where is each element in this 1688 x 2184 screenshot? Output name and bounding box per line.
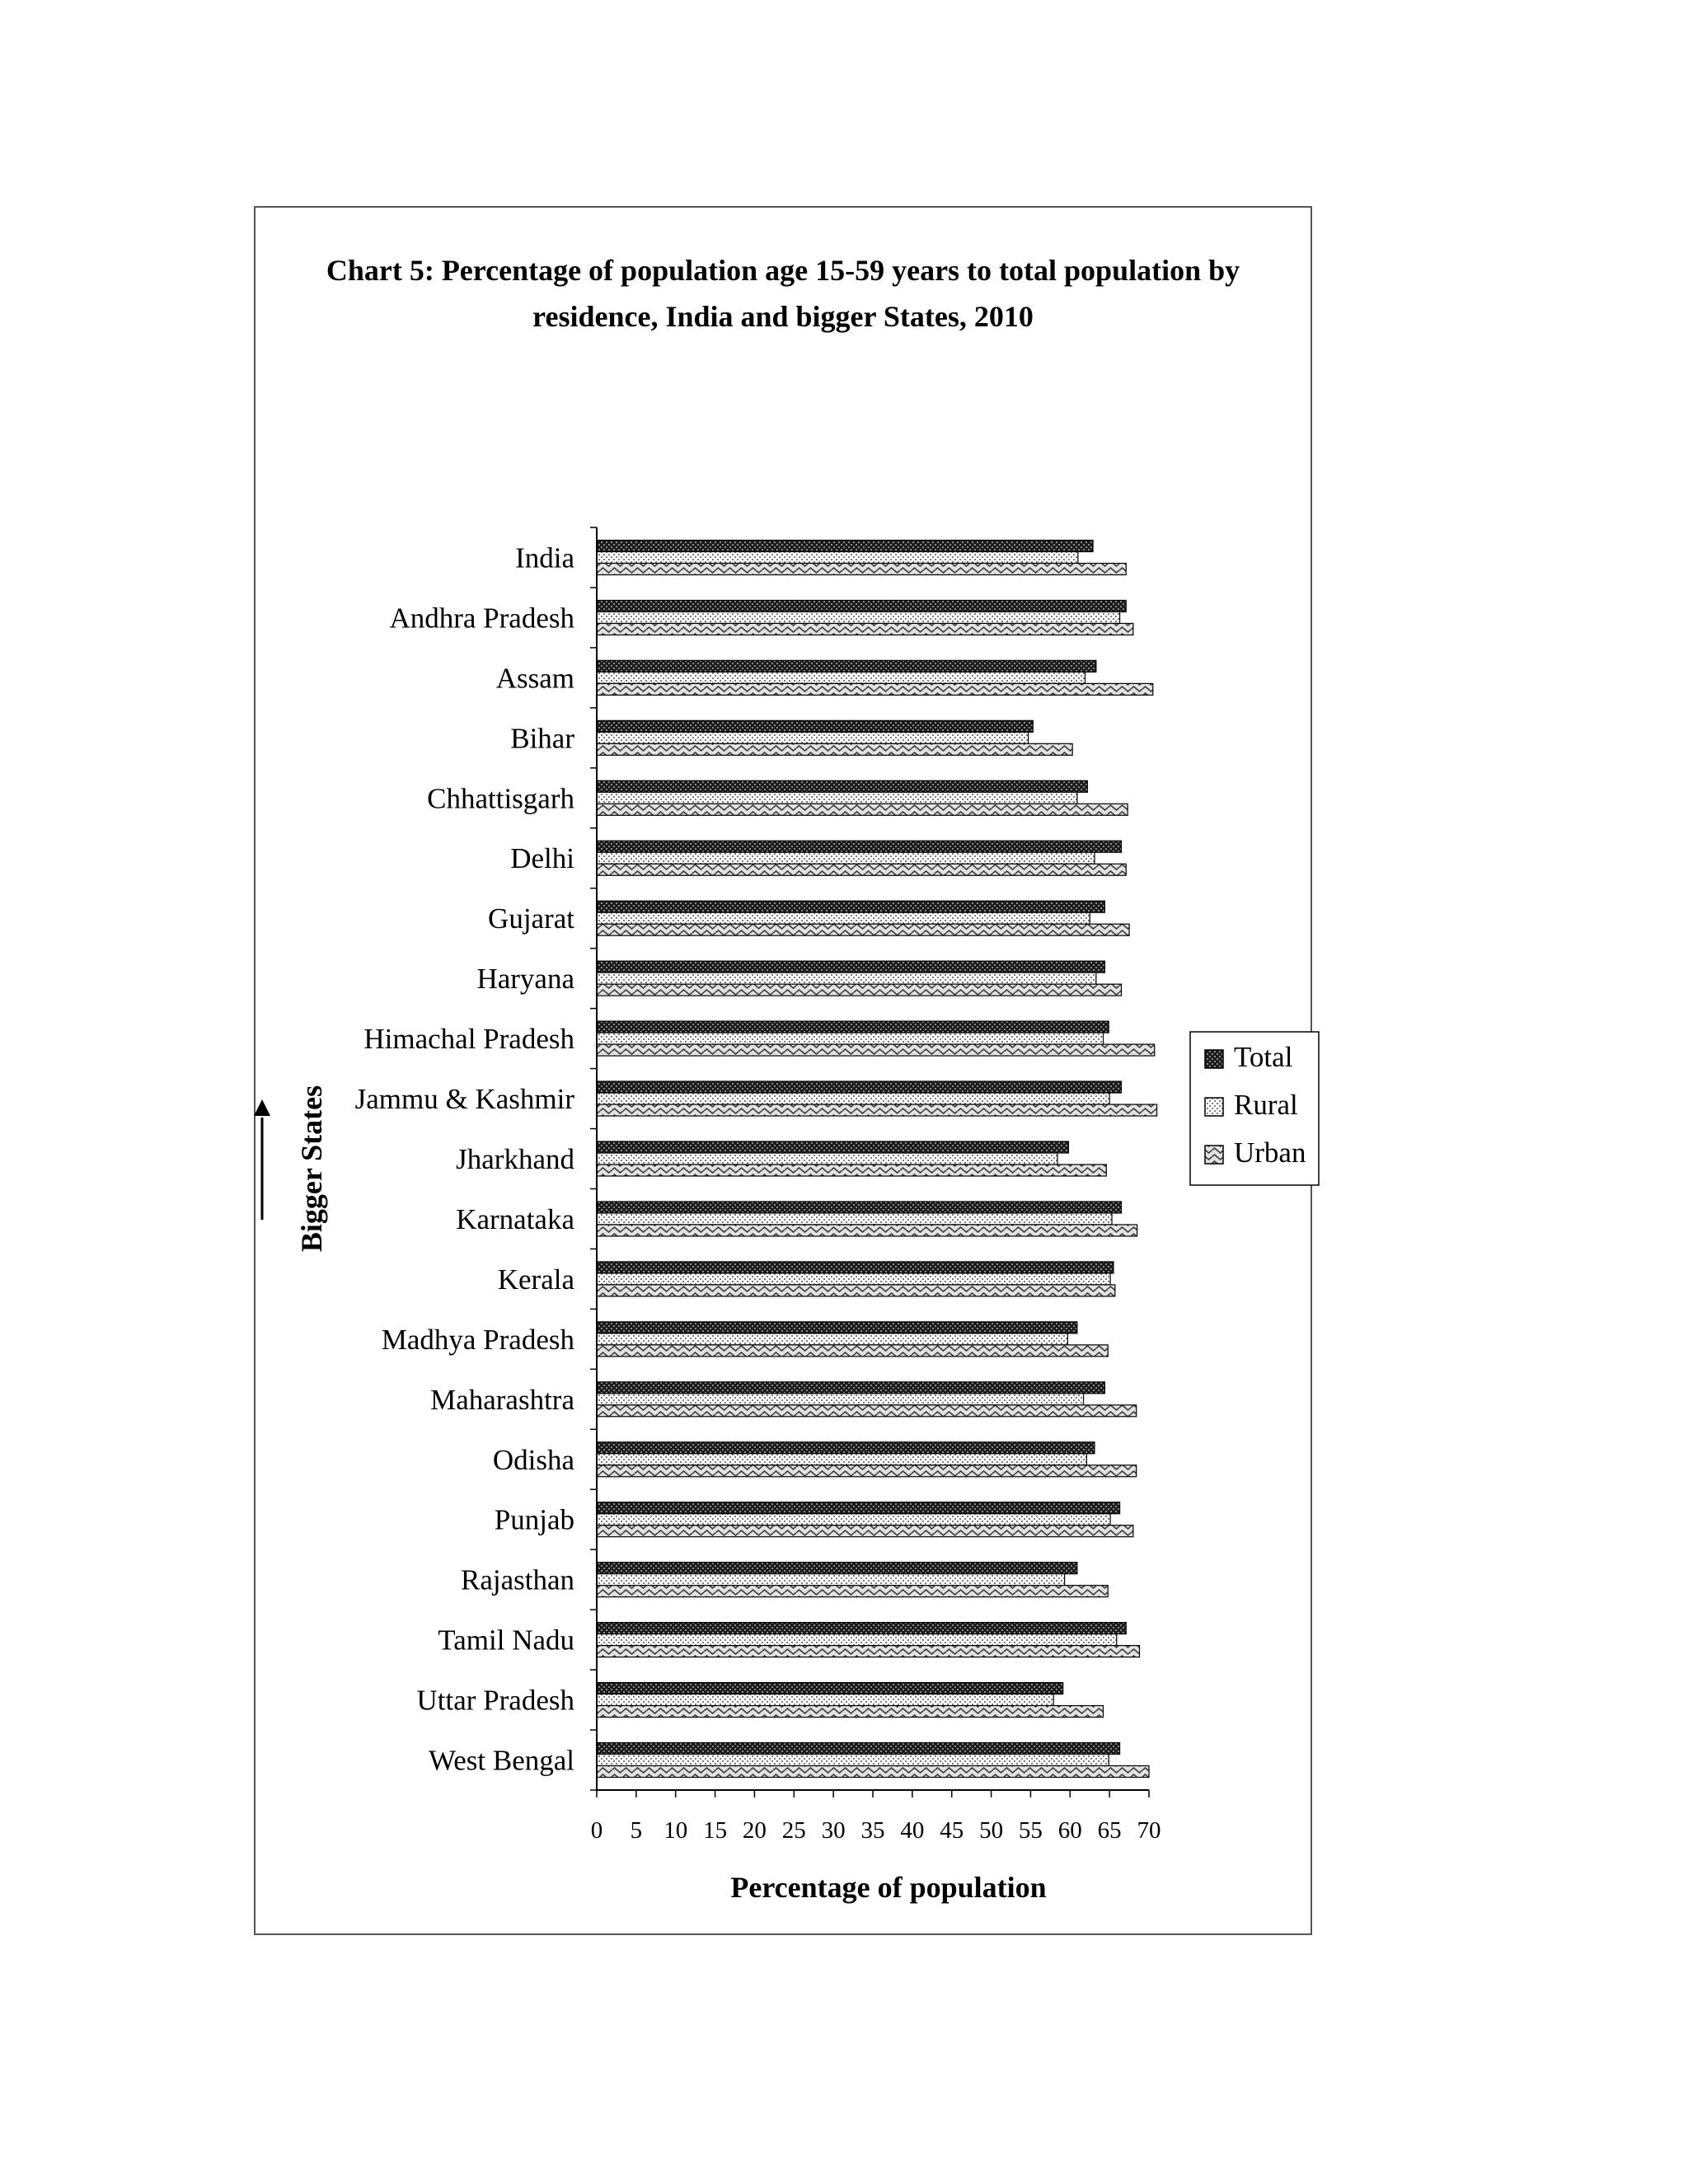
bar-urban-odisha [597,1465,1137,1477]
x-tick-label: 70 [1137,1817,1161,1844]
bar-rural-west-bengal [597,1755,1109,1766]
bar-total-jammu-kashmir [597,1081,1122,1093]
bar-urban-tamil-nadu [597,1646,1140,1657]
legend-label-urban: Urban [1234,1137,1306,1169]
bar-total-himachal-pradesh [597,1021,1109,1033]
bar-total-odisha [597,1442,1095,1454]
category-label-assam: Assam [495,662,574,695]
x-tick-label: 55 [1018,1817,1043,1844]
bar-urban-bihar [597,743,1072,755]
x-tick-label: 40 [900,1817,925,1844]
bar-total-tamil-nadu [597,1623,1126,1634]
x-tick-label: 35 [860,1817,885,1844]
legend [1190,1032,1319,1185]
bars-layer [597,540,1157,1777]
bar-urban-delhi [597,864,1126,875]
bar-total-assam [597,660,1096,672]
bar-total-bihar [597,720,1033,732]
category-label-west-bengal: West Bengal [429,1744,574,1777]
category-label-rajasthan: Rajasthan [460,1563,574,1596]
bar-urban-kerala [597,1285,1115,1296]
x-axis-title: Percentage of population [730,1871,1047,1904]
bar-rural-bihar [597,732,1029,743]
x-tick-label: 25 [781,1817,806,1844]
bar-rural-maharashtra [597,1394,1084,1405]
bar-urban-andhra-pradesh [597,623,1133,635]
bar-total-maharashtra [597,1382,1104,1394]
bar-total-karnataka [597,1202,1122,1213]
bar-rural-rajasthan [597,1574,1065,1586]
bar-rural-jharkhand [597,1153,1057,1165]
bar-urban-west-bengal [597,1766,1149,1778]
bar-total-uttar-pradesh [597,1683,1063,1694]
bar-urban-gujarat [597,924,1129,935]
chart-title: Chart 5: Percentage of population age 15-59 years to total population by residence, India and bigger States, 2010 [326,254,1240,333]
bar-total-haryana [597,961,1104,972]
x-tick-label: 60 [1057,1817,1082,1844]
bar-rural-tamil-nadu [597,1634,1117,1646]
bar-rural-andhra-pradesh [597,612,1120,623]
bar-rural-uttar-pradesh [597,1694,1053,1706]
x-tick-label: 20 [742,1817,767,1844]
x-tick-label: 50 [979,1817,1004,1844]
y-axis-arrow-head-icon [254,1099,270,1116]
category-label-odisha: Odisha [492,1443,574,1476]
bar-total-west-bengal [597,1743,1120,1755]
bar-rural-haryana [597,972,1096,984]
category-label-maharashtra: Maharashtra [430,1383,574,1416]
bar-urban-maharashtra [597,1405,1137,1417]
x-tick-label: 5 [630,1817,643,1844]
bar-urban-india [597,563,1126,574]
bar-urban-rajasthan [597,1586,1108,1597]
category-label-chhattisgarh: Chhattisgarh [427,782,574,815]
category-labels [355,541,575,1776]
bar-rural-chhattisgarh [597,792,1077,804]
bar-urban-jharkhand [597,1165,1106,1176]
bar-total-andhra-pradesh [597,600,1126,612]
category-label-gujarat: Gujarat [488,902,574,935]
bar-rural-delhi [597,852,1095,864]
bar-urban-punjab [597,1526,1133,1537]
legend-swatch-rural [1205,1098,1223,1116]
bar-rural-karnataka [597,1213,1112,1225]
bar-rural-punjab [597,1514,1110,1526]
bar-total-chhattisgarh [597,780,1087,792]
category-label-andhra-pradesh: Andhra Pradesh [389,602,574,635]
category-label-jammu-kashmir: Jammu & Kashmir [354,1083,574,1116]
category-label-kerala: Kerala [497,1263,574,1296]
bar-urban-chhattisgarh [597,804,1128,815]
legend-label-rural: Rural [1234,1089,1298,1121]
bar-urban-himachal-pradesh [597,1044,1155,1056]
legend-swatch-total [1205,1050,1223,1068]
bar-rural-himachal-pradesh [597,1033,1103,1044]
bar-rural-india [597,551,1078,563]
x-tick-label: 65 [1097,1817,1122,1844]
y-axis-title: Bigger States [295,1085,328,1253]
bar-total-kerala [597,1262,1114,1273]
category-label-india: India [515,541,574,574]
bar-total-rajasthan [597,1563,1077,1574]
bar-urban-madhya-pradesh [597,1345,1108,1357]
bar-urban-karnataka [597,1225,1137,1236]
x-tick-label: 30 [821,1817,846,1844]
bar-urban-jammu-kashmir [597,1104,1157,1116]
x-axis-ticks [591,1790,1161,1844]
bar-rural-assam [597,672,1085,683]
category-label-uttar-pradesh: Uttar Pradesh [416,1684,574,1717]
category-label-bihar: Bihar [510,722,574,755]
bar-total-punjab [597,1502,1120,1514]
x-tick-label: 15 [703,1817,728,1844]
legend-swatch-urban [1205,1146,1223,1164]
bar-urban-haryana [597,984,1122,996]
bar-total-jharkhand [597,1141,1068,1153]
bar-total-delhi [597,841,1122,852]
x-tick-label: 0 [590,1817,603,1844]
bar-total-india [597,540,1093,551]
x-tick-label: 45 [940,1817,964,1844]
bar-rural-odisha [597,1454,1086,1465]
legend-label-total: Total [1234,1041,1293,1073]
category-label-madhya-pradesh: Madhya Pradesh [381,1323,574,1356]
category-label-jharkhand: Jharkhand [456,1143,574,1175]
bar-urban-uttar-pradesh [597,1706,1103,1718]
bar-urban-assam [597,683,1153,695]
category-label-haryana: Haryana [476,963,574,996]
y-axis-ticks [590,527,597,1790]
bar-rural-madhya-pradesh [597,1333,1067,1345]
bar-rural-kerala [597,1273,1110,1285]
category-label-himachal-pradesh: Himachal Pradesh [363,1023,574,1056]
x-tick-label: 10 [663,1817,688,1844]
category-label-tamil-nadu: Tamil Nadu [438,1624,574,1657]
bar-rural-jammu-kashmir [597,1093,1109,1104]
category-label-punjab: Punjab [494,1503,574,1536]
bar-total-madhya-pradesh [597,1322,1077,1333]
bar-total-gujarat [597,901,1104,912]
category-label-delhi: Delhi [510,842,574,875]
bar-rural-gujarat [597,912,1090,924]
category-label-karnataka: Karnataka [456,1202,574,1235]
